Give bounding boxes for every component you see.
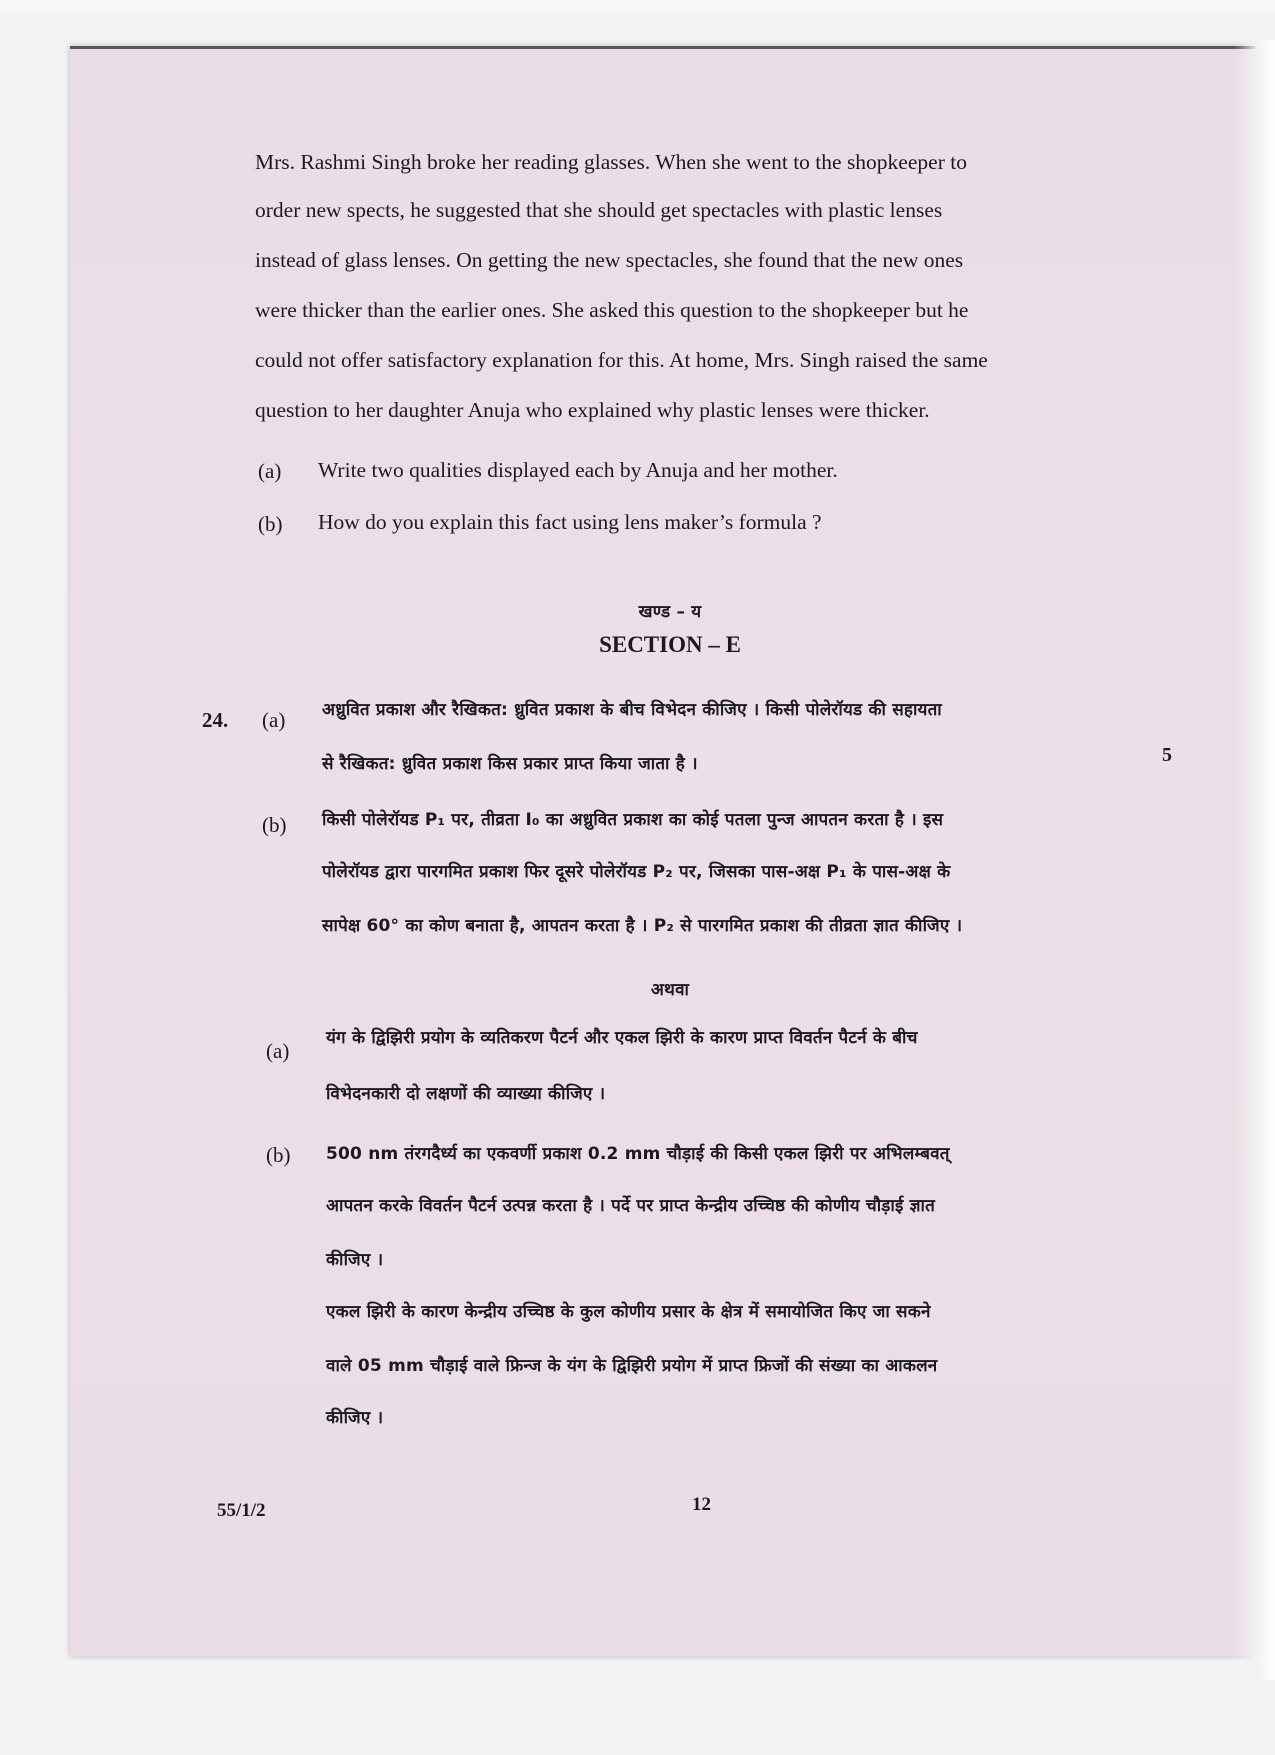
q24-or-part-b-cont-line-2: वाले 05 mm चौड़ाई वाले फ्रिन्ज के यंग के द्विझिरी प्रयोग में प्राप्त फ्रिजों की संख्या का आकलन: [326, 1356, 938, 1376]
q24-or-part-a-line-1: यंग के द्विझिरी प्रयोग के व्यतिकरण पैटर्न और एकल झिरी के कारण प्राप्त विवर्तन पैटर्न के बीच: [326, 1028, 918, 1048]
q24-part-a-line-2: से रैखिकत: ध्रुवित प्रकाश किस प्रकार प्राप्त किया जाता है ।: [322, 754, 698, 774]
passage-part-a-label: (a): [258, 459, 282, 483]
passage-line-3: instead of glass lenses. On getting the new spectacles, she found that the new ones: [255, 248, 964, 272]
paper-code: 55/1/2: [217, 1500, 266, 1521]
q24-part-a-line-1: अध्रुवित प्रकाश और रैखिकत: ध्रुवित प्रकाश के बीच विभेदन कीजिए । किसी पोलेरॉयड की सहायता: [322, 700, 942, 720]
or-label: अथवा: [650, 980, 690, 1000]
q24-part-a-label: (a): [262, 708, 286, 732]
passage-line-4: were thicker than the earlier ones. She asked this question to the shopkeeper but he: [255, 298, 969, 322]
q24-or-part-b-line-2: आपतन करके विवर्तन पैटर्न उत्पन्न करता है । पर्दे पर प्राप्त केन्द्रीय उच्चिष्ठ की कोणीय चौड़ाई ज्ञात: [326, 1196, 936, 1216]
q24-or-part-a-label: (a): [266, 1039, 290, 1063]
q24-part-b-label: (b): [262, 813, 287, 837]
q24-or-part-b-line-1: 500 nm तंरगदैर्ध्य का एकवर्णी प्रकाश 0.2 mm चौड़ाई की किसी एकल झिरी पर अभिलम्बवत्: [326, 1144, 950, 1164]
section-title-english: SECTION – E: [599, 632, 741, 657]
section-title-hindi: खण्ड – य: [638, 602, 702, 622]
scan-border: [0, 0, 1275, 12]
q24-or-part-a-line-2: विभेदनकारी दो लक्षणों की व्याख्या कीजिए ।: [326, 1084, 606, 1104]
page-top-rule: [70, 46, 1255, 49]
passage-line-2: order new spects, he suggested that she should get spectacles with plastic lenses: [255, 198, 943, 222]
page-edge-shadow: [1235, 40, 1275, 1680]
exam-page: [70, 46, 1255, 1656]
passage-line-5: could not offer satisfactory explanation for this. At home, Mrs. Singh raised the same: [255, 348, 988, 372]
q24-or-part-b-cont-line-1: एकल झिरी के कारण केन्द्रीय उच्चिष्ठ के कुल कोणीय प्रसार के क्षेत्र में समायोजित किए जा सकने: [326, 1302, 931, 1322]
passage-part-b-text: How do you explain this fact using lens maker’s formula ?: [318, 510, 822, 534]
q24-part-b-line-2: पोलेरॉयड द्वारा पारगमित प्रकाश फिर दूसरे पोलेरॉयड P₂ पर, जिसका पास-अक्ष P₁ के पास-अक्ष के: [322, 862, 951, 882]
q24-marks: 5: [1162, 744, 1172, 766]
q24-or-part-b-cont-line-3: कीजिए ।: [326, 1408, 384, 1428]
passage-line-1: Mrs. Rashmi Singh broke her reading glasses. When she went to the shopkeeper to: [255, 150, 967, 174]
passage-line-6: question to her daughter Anuja who explained why plastic lenses were thicker.: [255, 398, 930, 422]
q24-part-b-line-3: सापेक्ष 60° का कोण बनाता है, आपतन करता है । P₂ से पारगमित प्रकाश की तीव्रता ज्ञात कीजिए ।: [322, 916, 963, 936]
question-number: 24.: [202, 708, 229, 732]
page-number: 12: [692, 1494, 711, 1515]
passage-part-a-text: Write two qualities displayed each by Anuja and her mother.: [318, 458, 838, 482]
q24-or-part-b-label: (b): [266, 1143, 291, 1167]
q24-or-part-b-line-3: कीजिए ।: [326, 1250, 384, 1270]
q24-part-b-line-1: किसी पोलेरॉयड P₁ पर, तीव्रता I₀ का अध्रुवित प्रकाश का कोई पतला पुन्ज आपतन करता है । इस: [322, 810, 944, 830]
passage-part-b-label: (b): [258, 512, 283, 536]
